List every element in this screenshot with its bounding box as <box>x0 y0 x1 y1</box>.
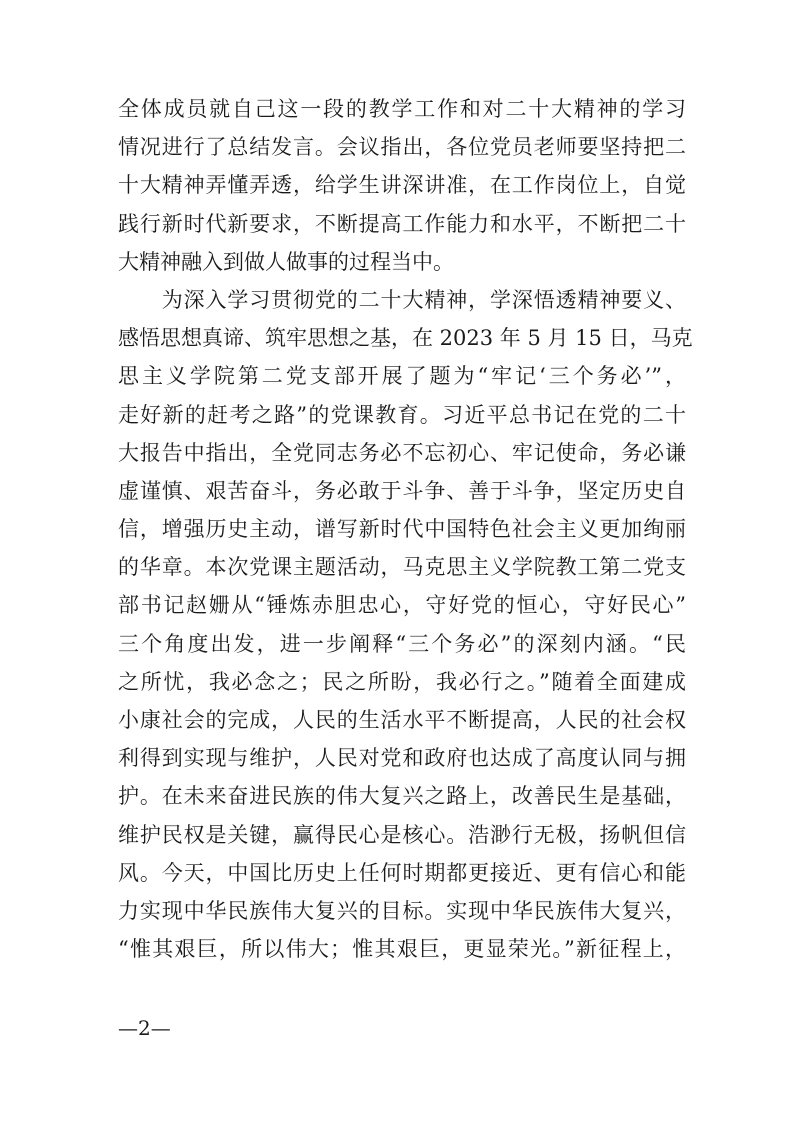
text-line: 小康社会的完成，人民的生活水平不断提高，人民的社会权 <box>118 708 686 732</box>
page-number: —2— <box>118 1016 171 1040</box>
text-line: 全体成员就自己这一段的教学工作和对二十大精神的学习 <box>118 97 686 121</box>
text-line: 利得到实现与维护，人民对党和政府也达成了高度认同与拥 <box>118 746 686 771</box>
text-line: 思主义学院第二党支部开展了题为“牢记‘三个务必’”， <box>118 364 686 389</box>
text-line: 部书记赵姗从“锤炼赤胆忠心，守好党的恒心，守好民心” <box>118 593 686 618</box>
text-line: 感悟思想真谛、筑牢思想之基，在 2023 年 5 月 15 日，马克 <box>118 326 693 351</box>
text-line: “惟其艰巨，所以伟大；惟其艰巨，更显荣光。”新征程上， <box>118 937 686 962</box>
text-line: 情况进行了总结发言。会议指出，各位党员老师要坚持把二 <box>118 135 686 160</box>
text-line: 三个角度出发，进一步阐释“三个务必”的深刻内涵。“民 <box>118 631 686 656</box>
text-line: 的华章。本次党课主题活动，马克思主义学院教工第二党支 <box>118 555 686 580</box>
text-line: 践行新时代新要求，不断提高工作能力和水平，不断把二十 <box>118 211 686 236</box>
text-line: 走好新的赶考之路”的党课教育。习近平总书记在党的二十 <box>118 402 686 427</box>
text-line: 风。今天，中国比历史上任何时期都更接近、更有信心和能 <box>118 860 686 885</box>
text-line: 护。在未来奋进民族的伟大复兴之路上，改善民生是基础， <box>118 784 686 809</box>
text-line: 维护民权是关键，赢得民心是核心。浩渺行无极，扬帆但信 <box>118 822 686 847</box>
text-line: 大报告中指出，全党同志务必不忘初心、牢记使命，务必谦 <box>118 440 686 465</box>
body-text <box>118 90 693 968</box>
text-line: 之所忧，我必念之；民之所盼，我必行之。”随着全面建成 <box>118 669 686 694</box>
text-line: 信，增强历史主动，谱写新时代中国特色社会主义更加绚丽 <box>118 517 686 542</box>
text-line: 力实现中华民族伟大复兴的目标。实现中华民族伟大复兴， <box>118 898 686 923</box>
text-line: 虚谨慎、艰苦奋斗，务必敢于斗争、善于斗争，坚定历史自 <box>118 478 686 503</box>
text-line: 十大精神弄懂弄透，给学生讲深讲准，在工作岗位上，自觉 <box>118 173 686 198</box>
paragraph-start-line: 为深入学习贯彻党的二十大精神，学深悟透精神要义、 <box>118 287 686 312</box>
paragraph-end-line: 大精神融入到做人做事的过程当中。 <box>118 249 454 274</box>
